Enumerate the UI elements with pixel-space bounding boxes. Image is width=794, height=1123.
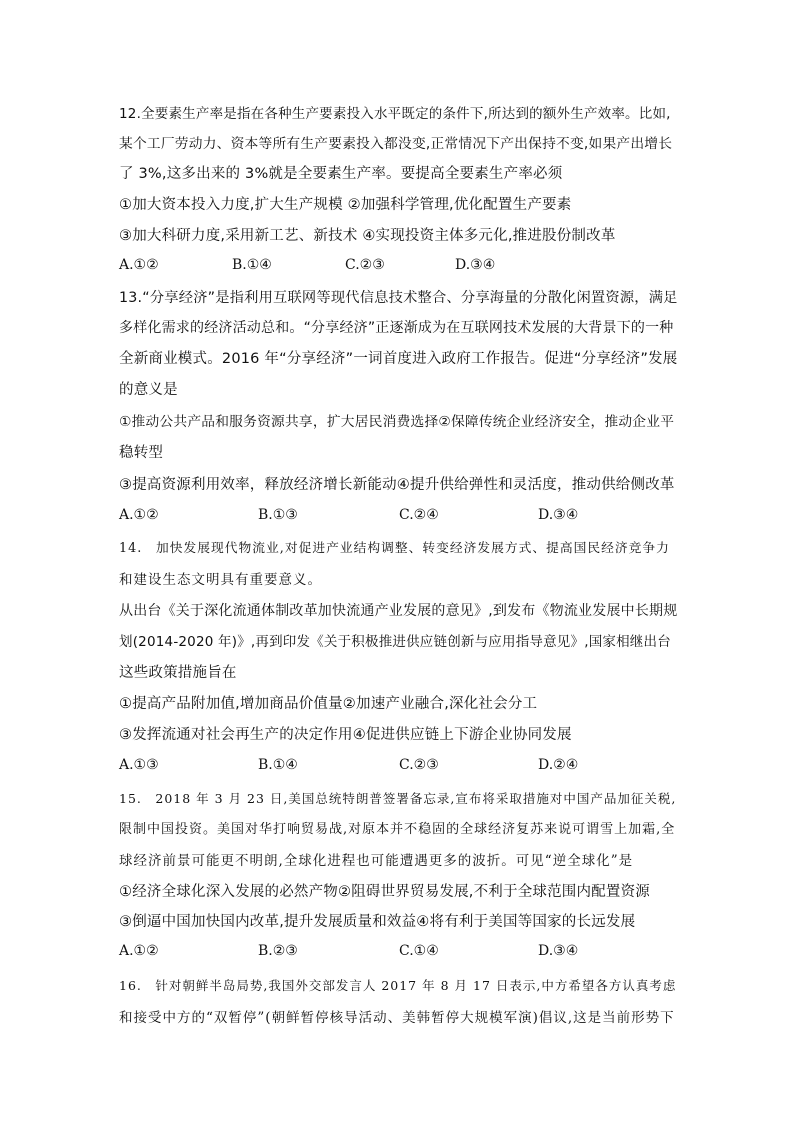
question-12-line-3: 了 3%,这多出来的 3%就是全要素生产率。要提高全要素生产率必须: [119, 166, 563, 182]
question-16-line-2: 和接受中方的“双暂停”(朝鲜暂停核导活动、美韩暂停大规模军演)倡议,这是当前形势下: [119, 1010, 675, 1026]
question-13-line-5: ①推动公共产品和服务资源共享，扩大居民消费选择②保障传统企业经济安全，推动企业平: [119, 414, 675, 430]
question-12-options: [119, 257, 679, 277]
option-a[interactable]: A.①②: [119, 507, 159, 523]
option-d[interactable]: D.③④: [455, 257, 496, 273]
option-d[interactable]: D.③④: [538, 507, 579, 523]
option-c[interactable]: C.①④: [399, 943, 439, 959]
question-12-line-5: ③加大科研力度,采用新工艺、新技术 ④实现投资主体多元化,推进股份制改革: [119, 228, 616, 244]
question-12-line-4: ①加大资本投入力度,扩大生产规模 ②加强科学管理,优化配置生产要素: [119, 197, 572, 213]
option-b[interactable]: B.②③: [258, 943, 298, 959]
question-12-line-1: 12.全要素生产率是指在各种生产要素投入水平既定的条件下,所达到的额外生产效率。比如,: [119, 106, 671, 122]
question-13-line-4: 的意义是: [119, 382, 178, 398]
option-a[interactable]: A.①②: [119, 943, 159, 959]
question-13-line-3: 全新商业模式。2016 年“分享经济”一词首度进入政府工作报告。促进“分享经济”发展: [119, 351, 678, 367]
option-a[interactable]: A.①②: [119, 257, 159, 273]
option-c[interactable]: C.②③: [399, 757, 439, 773]
question-15-line-2: 限制中国投资。美国对华打响贸易战,对原本并不稳固的全球经济复苏来说可谓雪上加霜,全: [119, 822, 676, 837]
question-14-line-7: ③发挥流通对社会再生产的决定作用④促进供应链上下游企业协同发展: [119, 727, 572, 743]
option-d[interactable]: D.②④: [538, 757, 579, 773]
option-d[interactable]: D.③④: [538, 943, 579, 959]
question-14-options: [119, 757, 679, 777]
question-16-line-1: 16. 针对朝鲜半岛局势,我国外交部发言人 2017 年 8 月 17 日表示,中方希望各方认真考虑: [119, 978, 677, 993]
question-12-line-2: 某个工厂劳动力、资本等所有生产要素投入都没变,正常情况下产出保持不变,如果产出增长: [119, 136, 673, 152]
option-b[interactable]: B.①④: [258, 757, 298, 773]
option-b[interactable]: B.①④: [232, 257, 272, 273]
question-15-line-4: ①经济全球化深入发展的必然产物②阻碍世界贸易发展,不利于全球范围内配置资源: [119, 884, 651, 900]
question-14-line-2: 和建设生态文明具有重要意义。: [119, 572, 322, 588]
question-13-line-1: 13.“分享经济”是指利用互联网等现代信息技术整合、分享海量的分散化闲置资源，满足: [119, 290, 678, 306]
option-c[interactable]: C.②④: [399, 507, 439, 523]
question-13-line-6: 稳转型: [119, 445, 164, 461]
question-15-line-5: ③倒逼中国加快国内改革,提升发展质量和效益④将有利于美国等国家的长远发展: [119, 914, 636, 930]
question-13-line-2: 多样化需求的经济活动总和。“分享经济”正逐渐成为在互联网技术发展的大背景下的一种: [119, 320, 674, 336]
option-a[interactable]: A.①③: [119, 757, 159, 773]
question-15-line-1: 15. 2018 年 3 月 23 日,美国总统特朗普签署备忘录,宣布将采取措施对中国产品加征关税,: [119, 791, 677, 806]
question-14-line-1: 14. 加快发展现代物流业,对促进产业结构调整、转变经济发展方式、提高国民经济竞争力: [119, 541, 670, 556]
question-13-line-7: ③提高资源利用效率，释放经济增长新能动④提升供给弹性和灵活度，推动供给侧改革: [119, 477, 675, 493]
question-14-line-6: ①提高产品附加值,增加商品价值量②加速产业融合,深化社会分工: [119, 696, 538, 712]
option-b[interactable]: B.①③: [258, 507, 298, 523]
question-14-line-3: 从出台《关于深化流通体制改革加快流通产业发展的意见》,到发布《物流业发展中长期规: [119, 603, 678, 619]
question-13-options: [119, 507, 679, 527]
option-c[interactable]: C.②③: [345, 257, 385, 273]
question-14-line-4: 划(2014-2020 年)》,再到印发《关于积极推进供应链创新与应用指导意见》,国家相继出台: [119, 634, 671, 650]
question-15-line-3: 球经济前景可能更不明朗,全球化进程也可能遭遇更多的波折。可见“逆全球化”是: [119, 853, 634, 869]
question-14-line-5: 这些政策措施旨在: [119, 665, 237, 681]
question-15-options: [119, 943, 679, 963]
